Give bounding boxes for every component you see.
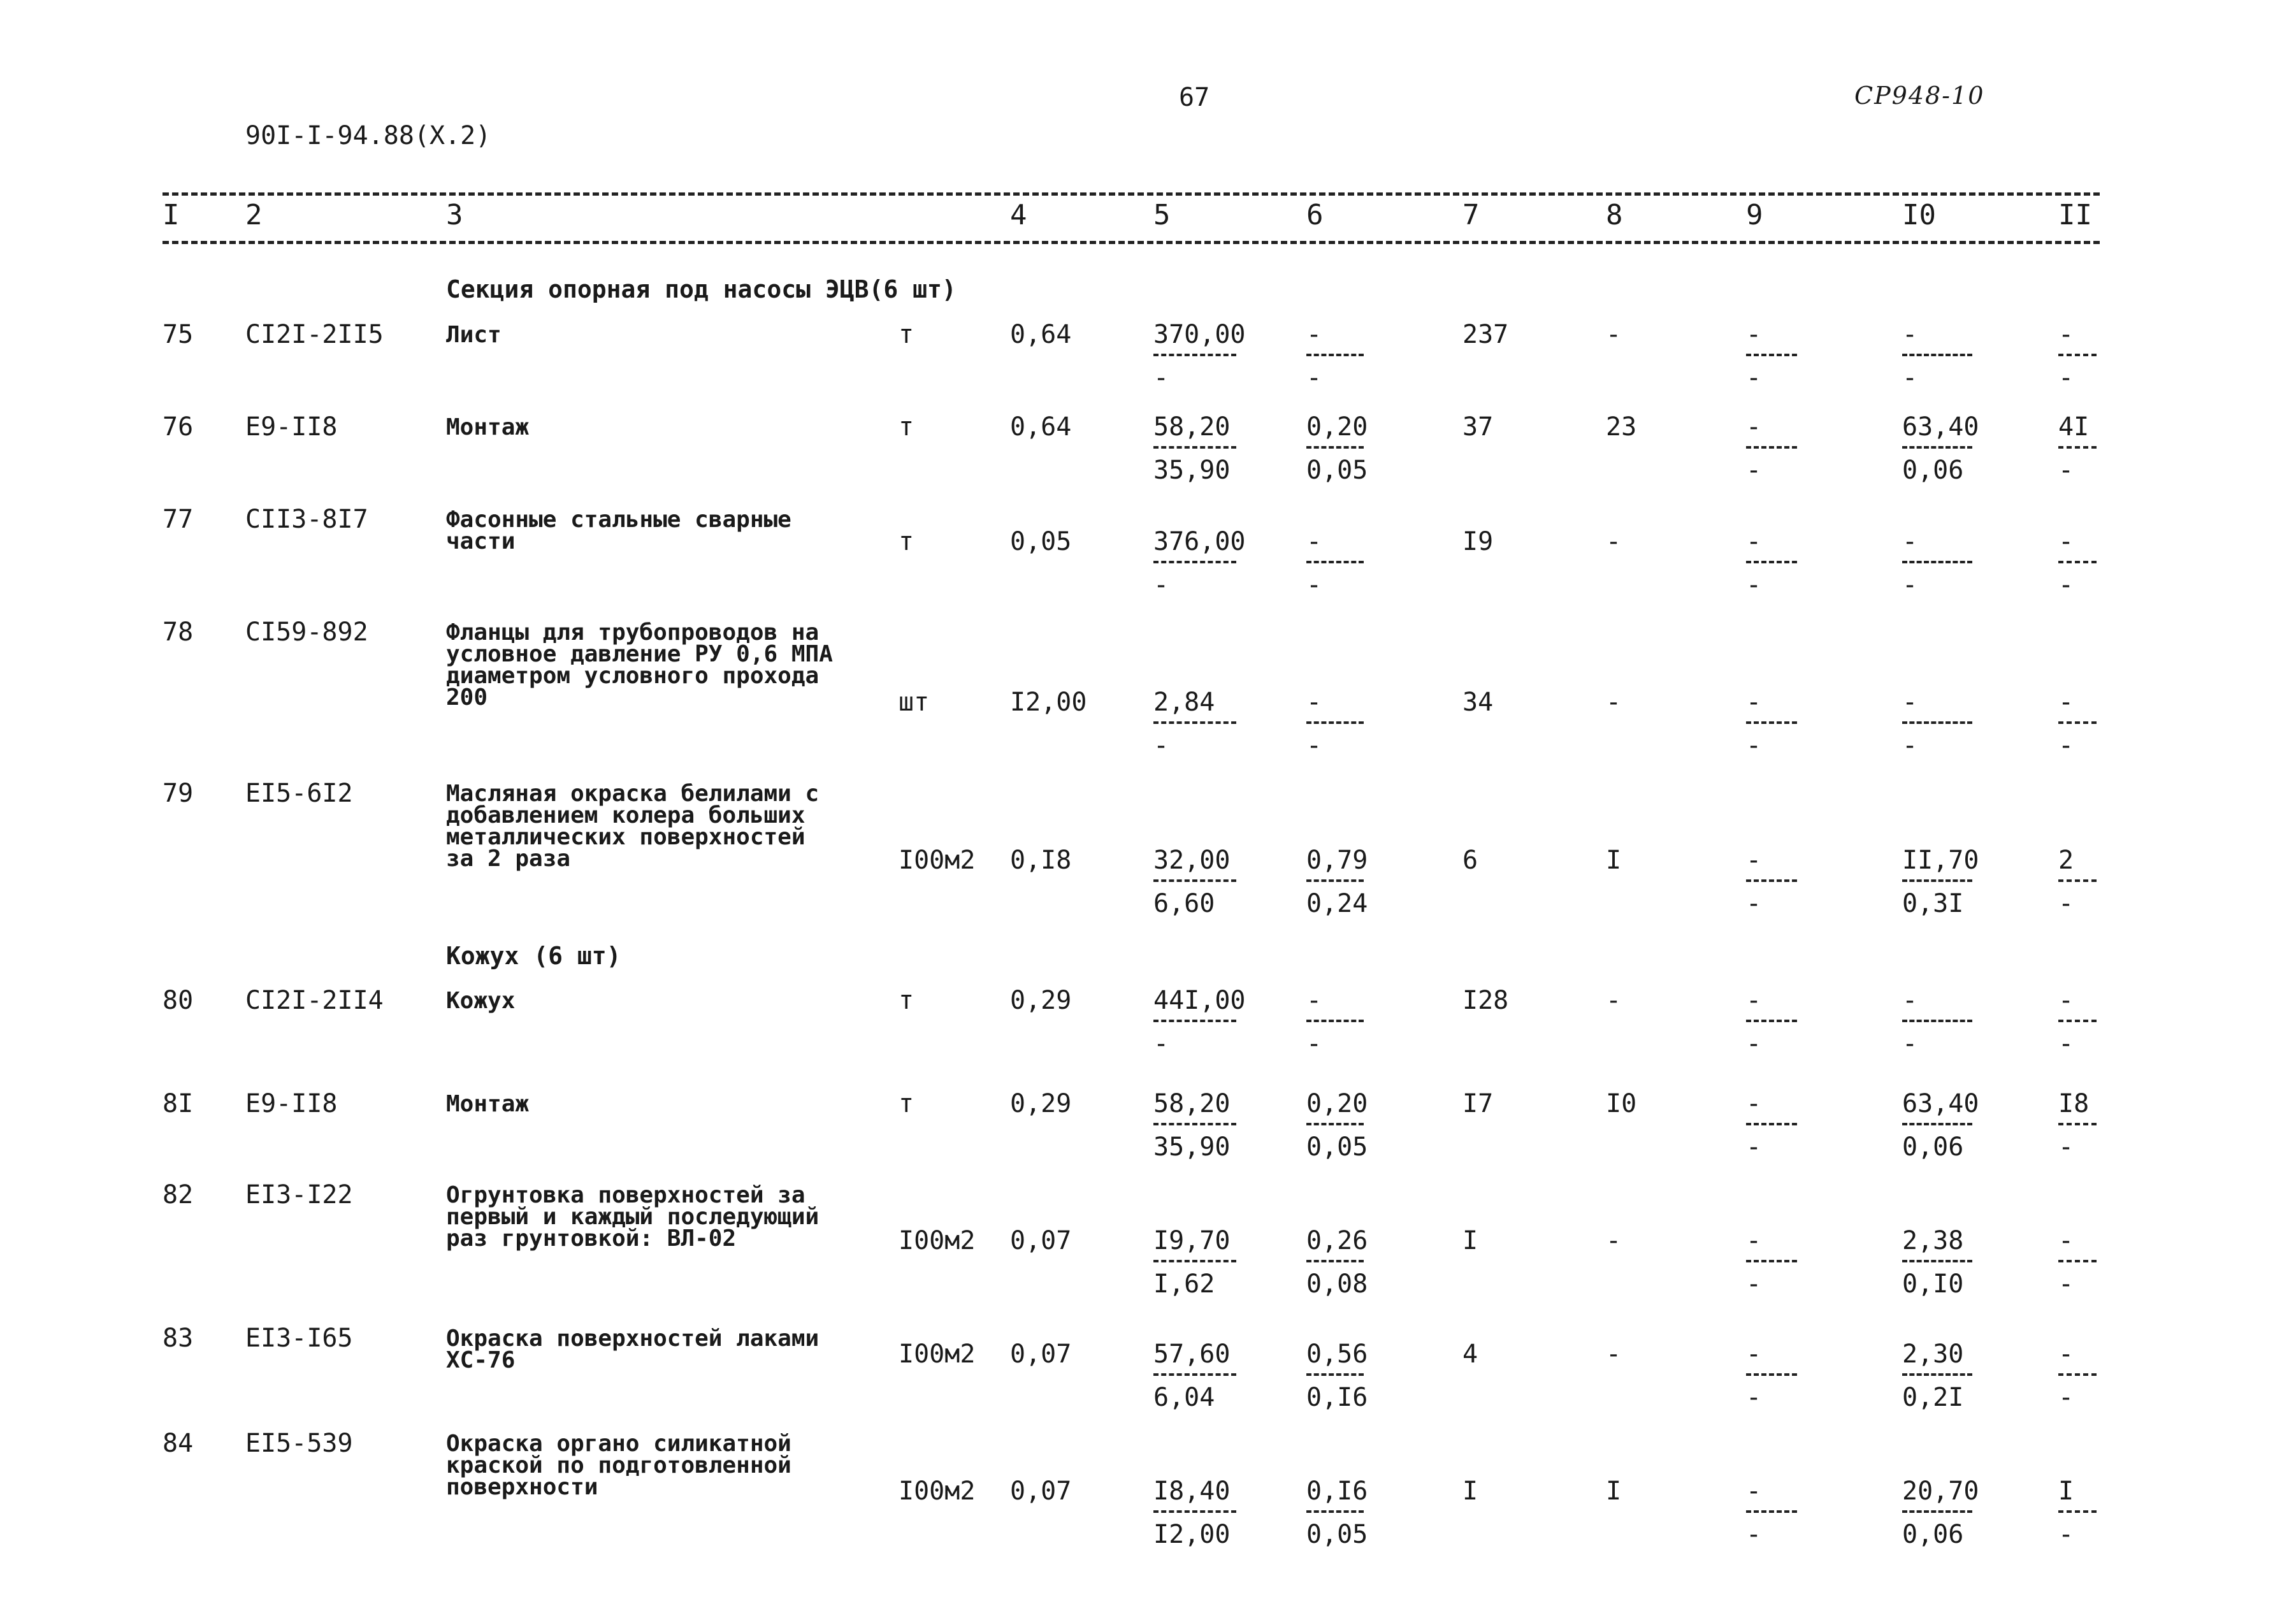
fraction-numerator: - <box>1746 986 1762 1015</box>
fraction-cell-c5 <box>1153 527 1246 600</box>
fraction-denominator: 0,05 <box>1306 1520 1368 1549</box>
fraction-numerator: - <box>1902 688 1918 717</box>
fraction-numerator: 44I,00 <box>1153 986 1246 1015</box>
fraction-denominator: - <box>1306 363 1322 393</box>
fraction-denominator: - <box>1153 731 1169 760</box>
fraction-cell-c10 <box>1902 988 1972 1057</box>
fraction-numerator: - <box>1306 527 1322 556</box>
fraction-bar <box>1153 1020 1236 1022</box>
fraction-cell-c11 <box>2058 848 2097 916</box>
col7-value: I7 <box>1462 1089 1494 1118</box>
fraction-cell-c9 <box>1746 848 1797 916</box>
fraction-cell-c11 <box>2058 529 2097 598</box>
fraction-numerator: - <box>1746 1340 1762 1369</box>
fraction-bar <box>1306 1373 1364 1376</box>
col8-value: - <box>1606 1340 1622 1369</box>
fraction-numerator: 20,70 <box>1902 1477 1979 1506</box>
fraction-numerator: I9,70 <box>1153 1226 1231 1255</box>
fraction-numerator: 4I <box>2058 412 2090 442</box>
col8-value: - <box>1606 1226 1622 1255</box>
col-header-8: 8 <box>1606 199 1623 231</box>
resource-code: EI3-I65 <box>245 1324 353 1353</box>
fraction-numerator: 0,I6 <box>1306 1477 1368 1506</box>
fraction-bar <box>1153 1123 1236 1125</box>
col-header-1: I <box>162 199 180 231</box>
fraction-bar <box>1306 446 1364 449</box>
col7-value: 237 <box>1462 320 1509 349</box>
fraction-cell-c9 <box>1746 1228 1797 1297</box>
fraction-bar <box>2058 1123 2097 1125</box>
col8-value: I <box>1606 846 1622 875</box>
fraction-bar <box>1153 354 1236 356</box>
fraction-bar <box>2058 1260 2097 1262</box>
fraction-cell-c10 <box>1902 322 1972 391</box>
fraction-denominator: - <box>2058 1520 2074 1549</box>
fraction-numerator: - <box>2058 1226 2074 1255</box>
fraction-cell-c10 <box>1902 690 1972 758</box>
fraction-numerator: - <box>1746 1089 1762 1118</box>
unit: т <box>899 527 914 556</box>
fraction-bar <box>2058 879 2097 882</box>
fraction-cell-c6 <box>1306 322 1364 391</box>
col-header-4: 4 <box>1010 199 1027 231</box>
row-number: 75 <box>162 320 194 349</box>
fraction-numerator: - <box>1746 846 1762 875</box>
fraction-bar <box>1306 1510 1364 1513</box>
work-description: Монтаж <box>446 414 530 440</box>
col8-value: - <box>1606 527 1622 556</box>
fraction-cell-c10 <box>1902 1341 1972 1410</box>
fraction-numerator: - <box>1746 688 1762 717</box>
unit: I00м2 <box>899 1340 976 1369</box>
fraction-denominator: - <box>2058 889 2074 918</box>
fraction-denominator: - <box>2058 1383 2074 1412</box>
work-description: Огрунтовка поверхностей за первый и каждый последующий раз грунтовкой: ВЛ-02 <box>446 1182 819 1252</box>
row-number: 8I <box>162 1089 194 1118</box>
fraction-cell-c11 <box>2058 322 2097 391</box>
fraction-numerator: 0,20 <box>1306 1089 1368 1118</box>
col8-value: I <box>1606 1477 1622 1506</box>
fraction-denominator: 0,24 <box>1306 889 1368 918</box>
fraction-numerator: I8,40 <box>1153 1477 1231 1506</box>
fraction-denominator: - <box>1306 570 1322 600</box>
fraction-cell-c9 <box>1746 1091 1797 1160</box>
fraction-denominator: 0,I6 <box>1306 1383 1368 1412</box>
unit: т <box>899 1089 914 1118</box>
fraction-bar <box>1746 1510 1797 1513</box>
work-description: Фасонные стальные сварные части <box>446 507 791 554</box>
fraction-cell-c5 <box>1153 848 1236 916</box>
fraction-bar <box>1746 1123 1797 1125</box>
fraction-numerator: 63,40 <box>1902 412 1979 442</box>
fraction-cell-c11 <box>2058 1478 2097 1547</box>
fraction-denominator: 0,05 <box>1306 456 1368 485</box>
fraction-numerator: 2,38 <box>1902 1226 1964 1255</box>
unit: т <box>899 986 914 1015</box>
fraction-cell-c5 <box>1153 690 1236 758</box>
resource-code: CI59-892 <box>245 618 368 647</box>
fraction-bar <box>1153 561 1236 563</box>
col-header-9: 9 <box>1746 199 1763 231</box>
fraction-cell-c6 <box>1306 1477 1368 1549</box>
fraction-bar <box>1902 1373 1972 1376</box>
fraction-denominator: 0,06 <box>1902 1132 1964 1162</box>
fraction-denominator: - <box>1902 363 1918 393</box>
fraction-bar <box>1306 561 1364 563</box>
fraction-denominator: - <box>1746 456 1762 485</box>
fraction-denominator: - <box>2058 1029 2074 1058</box>
resource-code: EI5-6I2 <box>245 779 353 808</box>
fraction-bar <box>1153 1260 1236 1262</box>
fraction-cell-c6 <box>1306 1340 1368 1412</box>
fraction-numerator: 57,60 <box>1153 1340 1231 1369</box>
fraction-cell-c6 <box>1306 988 1364 1057</box>
fraction-bar <box>1153 446 1236 449</box>
fraction-bar <box>1306 879 1364 882</box>
fraction-denominator: - <box>2058 731 2074 760</box>
resource-code: CI2I-2II5 <box>245 320 384 349</box>
header-top-rule <box>162 192 2100 196</box>
fraction-cell-c5 <box>1153 1478 1236 1547</box>
fraction-cell-c10 <box>1902 412 1979 485</box>
fraction-denominator: - <box>1306 1029 1322 1058</box>
fraction-denominator: - <box>1746 1383 1762 1412</box>
fraction-bar <box>1746 1260 1797 1262</box>
fraction-numerator: 32,00 <box>1153 846 1231 875</box>
fraction-bar <box>1306 354 1364 356</box>
work-description: Окраска поверхностей лаками ХС-76 <box>446 1325 819 1373</box>
fraction-numerator: 2,84 <box>1153 688 1215 717</box>
fraction-denominator: - <box>1153 570 1169 600</box>
fraction-bar <box>1153 1510 1236 1513</box>
fraction-bar <box>1902 1510 1972 1513</box>
fraction-denominator: 0,2I <box>1902 1383 1964 1412</box>
fraction-denominator: 6,60 <box>1153 889 1215 918</box>
fraction-cell-c10 <box>1902 529 1972 598</box>
fraction-bar <box>1902 1020 1972 1022</box>
fraction-numerator: - <box>1902 320 1918 349</box>
row-number: 84 <box>162 1429 194 1458</box>
fraction-bar <box>1153 1373 1236 1376</box>
fraction-cell-c5 <box>1153 986 1246 1058</box>
col8-value: - <box>1606 688 1622 717</box>
col7-value: 34 <box>1462 688 1494 717</box>
col8-value: - <box>1606 986 1622 1015</box>
fraction-numerator: - <box>2058 527 2074 556</box>
quantity: 0,64 <box>1010 320 1072 349</box>
document-code: 90I-I-94.88(X.2) <box>245 121 491 150</box>
fraction-bar <box>1902 1123 1972 1125</box>
work-description: Лист <box>446 322 502 348</box>
col7-value: I9 <box>1462 527 1494 556</box>
fraction-denominator: - <box>1746 1520 1762 1549</box>
fraction-denominator: - <box>1746 731 1762 760</box>
col8-value: I0 <box>1606 1089 1637 1118</box>
fraction-bar <box>1746 446 1797 449</box>
fraction-bar <box>2058 561 2097 563</box>
fraction-denominator: - <box>1306 731 1322 760</box>
fraction-numerator: 58,20 <box>1153 1089 1231 1118</box>
fraction-cell-c6 <box>1306 1226 1368 1299</box>
fraction-cell-c5 <box>1153 1228 1236 1297</box>
fraction-denominator: 0,08 <box>1306 1269 1368 1299</box>
col7-value: 6 <box>1462 846 1478 875</box>
fraction-numerator: 2,30 <box>1902 1340 1964 1369</box>
fraction-denominator: 0,3I <box>1902 889 1964 918</box>
col7-value: I <box>1462 1226 1478 1255</box>
fraction-cell-c6 <box>1306 529 1364 598</box>
fraction-denominator: - <box>1902 570 1918 600</box>
row-number: 78 <box>162 618 194 647</box>
fraction-cell-c6 <box>1306 412 1368 485</box>
fraction-cell-c9 <box>1746 1478 1797 1547</box>
fraction-denominator: - <box>1746 570 1762 600</box>
fraction-cell-c11 <box>2058 1228 2097 1297</box>
fraction-denominator: - <box>1746 1029 1762 1058</box>
fraction-cell-c9 <box>1746 322 1797 391</box>
fraction-bar <box>1153 721 1236 724</box>
fraction-denominator: - <box>1746 1132 1762 1162</box>
fraction-denominator: - <box>1153 363 1169 393</box>
fraction-numerator: - <box>1306 320 1322 349</box>
fraction-bar <box>1306 721 1364 724</box>
section-title: Кожух (6 шт) <box>446 942 621 970</box>
fraction-bar <box>1153 879 1236 882</box>
col8-value: 23 <box>1606 412 1637 442</box>
fraction-denominator: 0,I0 <box>1902 1269 1964 1299</box>
fraction-bar <box>1902 354 1972 356</box>
quantity: 0,07 <box>1010 1340 1072 1369</box>
col-header-7: 7 <box>1462 199 1480 231</box>
fraction-bar <box>1902 1260 1972 1262</box>
fraction-denominator: - <box>2058 363 2074 393</box>
fraction-bar <box>1902 721 1972 724</box>
fraction-cell-c6 <box>1306 690 1364 758</box>
fraction-denominator: I,62 <box>1153 1269 1215 1299</box>
fraction-bar <box>1902 561 1972 563</box>
fraction-cell-c5 <box>1153 1091 1236 1160</box>
unit: т <box>899 412 914 442</box>
fraction-denominator: - <box>1902 1029 1918 1058</box>
fraction-cell-c11 <box>2058 414 2097 483</box>
fraction-cell-c9 <box>1746 690 1797 758</box>
row-number: 83 <box>162 1324 194 1353</box>
fraction-bar <box>1306 1260 1364 1262</box>
fraction-numerator: - <box>1746 320 1762 349</box>
work-description: Монтаж <box>446 1091 530 1117</box>
quantity: 0,05 <box>1010 527 1072 556</box>
fraction-numerator: - <box>1746 412 1762 442</box>
fraction-denominator: 0,06 <box>1902 1520 1964 1549</box>
unit: I00м2 <box>899 846 976 875</box>
archive-code: CP948-10 <box>1854 82 1985 110</box>
fraction-numerator: 0,26 <box>1306 1226 1368 1255</box>
fraction-denominator: - <box>1153 1029 1169 1058</box>
row-number: 79 <box>162 779 194 808</box>
col-header-6: 6 <box>1306 199 1324 231</box>
quantity: 0,07 <box>1010 1226 1072 1255</box>
fraction-numerator: - <box>1746 527 1762 556</box>
fraction-cell-c6 <box>1306 846 1368 918</box>
fraction-cell-c11 <box>2058 690 2097 758</box>
col7-value: I28 <box>1462 986 1509 1015</box>
fraction-bar <box>2058 1373 2097 1376</box>
fraction-cell-c10 <box>1902 846 1979 918</box>
fraction-bar <box>2058 354 2097 356</box>
quantity: I2,00 <box>1010 688 1087 717</box>
fraction-cell-c11 <box>2058 1091 2097 1160</box>
fraction-numerator: 376,00 <box>1153 527 1246 556</box>
fraction-cell-c6 <box>1306 1089 1368 1162</box>
fraction-numerator: - <box>1746 1226 1762 1255</box>
resource-code: E9-II8 <box>245 1089 338 1118</box>
fraction-denominator: - <box>1746 363 1762 393</box>
fraction-numerator: - <box>2058 986 2074 1015</box>
col7-value: 37 <box>1462 412 1494 442</box>
fraction-bar <box>1746 721 1797 724</box>
col-header-10: I0 <box>1902 199 1936 231</box>
fraction-bar <box>1902 446 1972 449</box>
quantity: 0,I8 <box>1010 846 1072 875</box>
unit: I00м2 <box>899 1477 976 1506</box>
fraction-bar <box>1746 879 1797 882</box>
fraction-numerator: 0,79 <box>1306 846 1368 875</box>
fraction-numerator: 0,20 <box>1306 412 1368 442</box>
fraction-numerator: - <box>1902 986 1918 1015</box>
fraction-numerator: - <box>1902 527 1918 556</box>
fraction-numerator: I <box>2058 1477 2074 1506</box>
fraction-cell-c5 <box>1153 414 1236 483</box>
fraction-cell-c11 <box>2058 988 2097 1057</box>
resource-code: EI3-I22 <box>245 1180 353 1210</box>
resource-code: CII3-8I7 <box>245 505 368 534</box>
fraction-bar <box>2058 446 2097 449</box>
fraction-bar <box>1746 354 1797 356</box>
fraction-numerator: - <box>1746 1477 1762 1506</box>
col7-value: 4 <box>1462 1340 1478 1369</box>
fraction-denominator: 0,06 <box>1902 456 1964 485</box>
resource-code: E9-II8 <box>245 412 338 442</box>
section-title: Секция опорная под насосы ЭЦВ(6 шт) <box>446 275 957 303</box>
col-header-5: 5 <box>1153 199 1171 231</box>
fraction-numerator: - <box>1306 688 1322 717</box>
col7-value: I <box>1462 1477 1478 1506</box>
row-number: 80 <box>162 986 194 1015</box>
col8-value: - <box>1606 320 1622 349</box>
fraction-denominator: - <box>1746 889 1762 918</box>
page-number: 67 <box>1179 83 1210 112</box>
resource-code: CI2I-2II4 <box>245 986 384 1015</box>
fraction-numerator: 2 <box>2058 846 2074 875</box>
header-bottom-rule <box>162 241 2100 244</box>
work-description: Кожух <box>446 988 516 1014</box>
fraction-bar <box>1902 879 1972 882</box>
fraction-cell-c10 <box>1902 1228 1972 1297</box>
unit: I00м2 <box>899 1226 976 1255</box>
fraction-denominator: 35,90 <box>1153 1132 1231 1162</box>
fraction-numerator: 370,00 <box>1153 320 1246 349</box>
fraction-bar <box>2058 1510 2097 1513</box>
quantity: 0,64 <box>1010 412 1072 442</box>
fraction-cell-c9 <box>1746 414 1797 483</box>
fraction-numerator: - <box>2058 1340 2074 1369</box>
fraction-denominator: - <box>2058 570 2074 600</box>
work-description: Фланцы для трубопроводов на условное давление РУ 0,6 МПА диаметром условного прохода 200 <box>446 619 833 711</box>
fraction-bar <box>1746 561 1797 563</box>
fraction-numerator: 58,20 <box>1153 412 1231 442</box>
col-header-11: II <box>2058 199 2092 231</box>
fraction-numerator: II,70 <box>1902 846 1979 875</box>
fraction-cell-c9 <box>1746 1341 1797 1410</box>
fraction-cell-c9 <box>1746 988 1797 1057</box>
fraction-bar <box>2058 1020 2097 1022</box>
fraction-numerator: 63,40 <box>1902 1089 1979 1118</box>
quantity: 0,07 <box>1010 1477 1072 1506</box>
fraction-bar <box>1306 1123 1364 1125</box>
row-number: 77 <box>162 505 194 534</box>
unit: т <box>899 320 914 349</box>
fraction-denominator: - <box>1746 1269 1762 1299</box>
fraction-cell-c5 <box>1153 1341 1236 1410</box>
work-description: Масляная окраска белилами с добавлением колера больших металлических поверхностей за 2 раза <box>446 781 819 872</box>
fraction-denominator: - <box>2058 1132 2074 1162</box>
fraction-numerator: I8 <box>2058 1089 2090 1118</box>
fraction-denominator: - <box>2058 456 2074 485</box>
fraction-bar <box>1306 1020 1364 1022</box>
fraction-denominator: 35,90 <box>1153 456 1231 485</box>
fraction-bar <box>2058 721 2097 724</box>
fraction-numerator: 0,56 <box>1306 1340 1368 1369</box>
fraction-numerator: - <box>2058 320 2074 349</box>
fraction-cell-c5 <box>1153 320 1246 393</box>
fraction-numerator: - <box>2058 688 2074 717</box>
col-header-3: 3 <box>446 199 463 231</box>
fraction-bar <box>1746 1373 1797 1376</box>
fraction-denominator: 6,04 <box>1153 1383 1215 1412</box>
row-number: 76 <box>162 412 194 442</box>
quantity: 0,29 <box>1010 1089 1072 1118</box>
fraction-bar <box>1746 1020 1797 1022</box>
fraction-cell-c11 <box>2058 1341 2097 1410</box>
fraction-numerator: - <box>1306 986 1322 1015</box>
quantity: 0,29 <box>1010 986 1072 1015</box>
fraction-denominator: - <box>2058 1269 2074 1299</box>
resource-code: EI5-539 <box>245 1429 353 1458</box>
fraction-cell-c9 <box>1746 529 1797 598</box>
fraction-cell-c10 <box>1902 1477 1979 1549</box>
unit: шт <box>899 688 930 717</box>
row-number: 82 <box>162 1180 194 1210</box>
fraction-denominator: I2,00 <box>1153 1520 1231 1549</box>
col-header-2: 2 <box>245 199 263 231</box>
fraction-denominator: 0,05 <box>1306 1132 1368 1162</box>
fraction-denominator: - <box>1902 731 1918 760</box>
fraction-cell-c10 <box>1902 1089 1979 1162</box>
work-description: Окраска органо силикатной краской по подготовленной поверхности <box>446 1431 791 1500</box>
